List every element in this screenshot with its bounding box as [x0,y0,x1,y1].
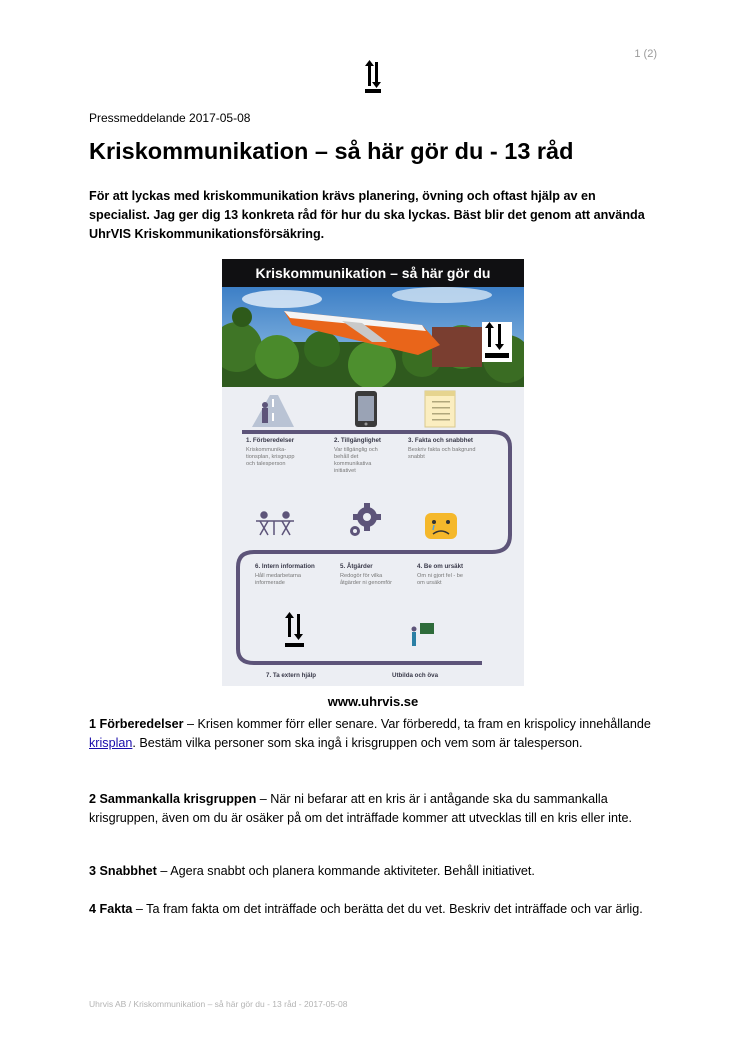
step-5-desc: Redogör för vilka åtgärder ni genomför [340,573,392,586]
uhrvis-logo-icon [285,612,304,647]
krisplan-link[interactable]: krisplan [89,735,133,750]
section-1-heading: 1 Förberedelser [89,717,184,731]
step-8-title: Utbilda och öva [392,672,439,679]
road-person-icon [252,395,294,427]
section-1 [89,715,659,752]
step-4-title: 4. Be om ursäkt [417,563,464,570]
notepad-icon [425,391,455,427]
section-4 [89,900,659,919]
sad-face-icon [425,513,457,539]
step-2-desc: Var tillgänglig och behåll det kommunikativa initiativet [334,447,378,474]
page-number: 1 (2) [634,48,657,60]
page-footer: Uhrvis AB / Kriskommunikation – så här gör du - 13 råd - 2017-05-08 [89,999,348,1009]
gears-icon [350,503,381,536]
uhrvis-logo [364,60,382,94]
step-3-title: 3. Fakta och snabbhet [408,437,473,444]
step-6-desc: Håll medarbetarna informerade [255,573,302,586]
section-1-text-after: . Bestäm vilka personer som ska ingå i krisgruppen och vem som är talesperson. [132,735,583,750]
step-5-title: 5. Åtgärder [340,563,373,570]
section-3 [89,862,659,881]
infographic [222,259,524,686]
page-title: Kriskommunikation – så här gör du - 13 råd [89,138,574,164]
smartphone-icon [355,391,377,427]
section-1-text-before: – Krisen kommer förr eller senare. Var förberedd, ta fram en krispolicy innehållande [183,717,651,731]
step-4-desc: Om ni gjort fel - be om ursäkt [417,573,464,586]
section-3-text: – Agera snabbt och planera kommande aktiviteter. Behåll initiativet. [156,864,535,878]
website-url[interactable]: www.uhrvis.se [327,694,419,709]
section-4-text: – Ta fram fakta om det inträffade och berätta det du vet. Beskriv det inträffade och var ärlig. [132,902,643,916]
step-2-title: 2. Tillgänglighet [334,437,381,444]
step-1-title: 1. Förberedelser [246,437,295,444]
section-3-heading: 3 Snabbhet [89,864,157,878]
lead-paragraph: För att lyckas med kriskommunikation krävs planering, övning och oftast hjälp av en specialist. Jag ger dig 13 konkreta råd för hur du ska lyckas. Bäst blir det genom att använda UhrVIS Kriskommunikationsförsäkring. [89,189,645,241]
steps-diagram [222,387,524,686]
dateline: Pressmeddelande 2017-05-08 [89,111,251,125]
section-4-heading: 4 Fakta [89,902,133,916]
step-1-desc: Kriskommunika-tionsplan, krisgrupp och talesperson [246,447,295,467]
infographic-header: Kriskommunikation – så här gör du [222,259,524,287]
section-2-text: – När ni befarar att en kris är i antågande ska du sammankalla krisgruppen, även om du är osäker på om det inträffade kommer att utvecklas till en kris eller inte. [89,792,632,825]
teacher-icon [412,623,435,646]
section-2 [89,790,659,827]
section-2-heading: 2 Sammankalla krisgruppen [89,792,257,806]
meeting-icon [256,512,294,535]
step-6-title: 6. Intern information [255,563,315,570]
airplane-photo [222,287,524,387]
step-3-desc: Beskriv fakta och bakgrund snabbt [408,447,476,460]
step-7-title: 7. Ta extern hjälp [266,672,317,679]
